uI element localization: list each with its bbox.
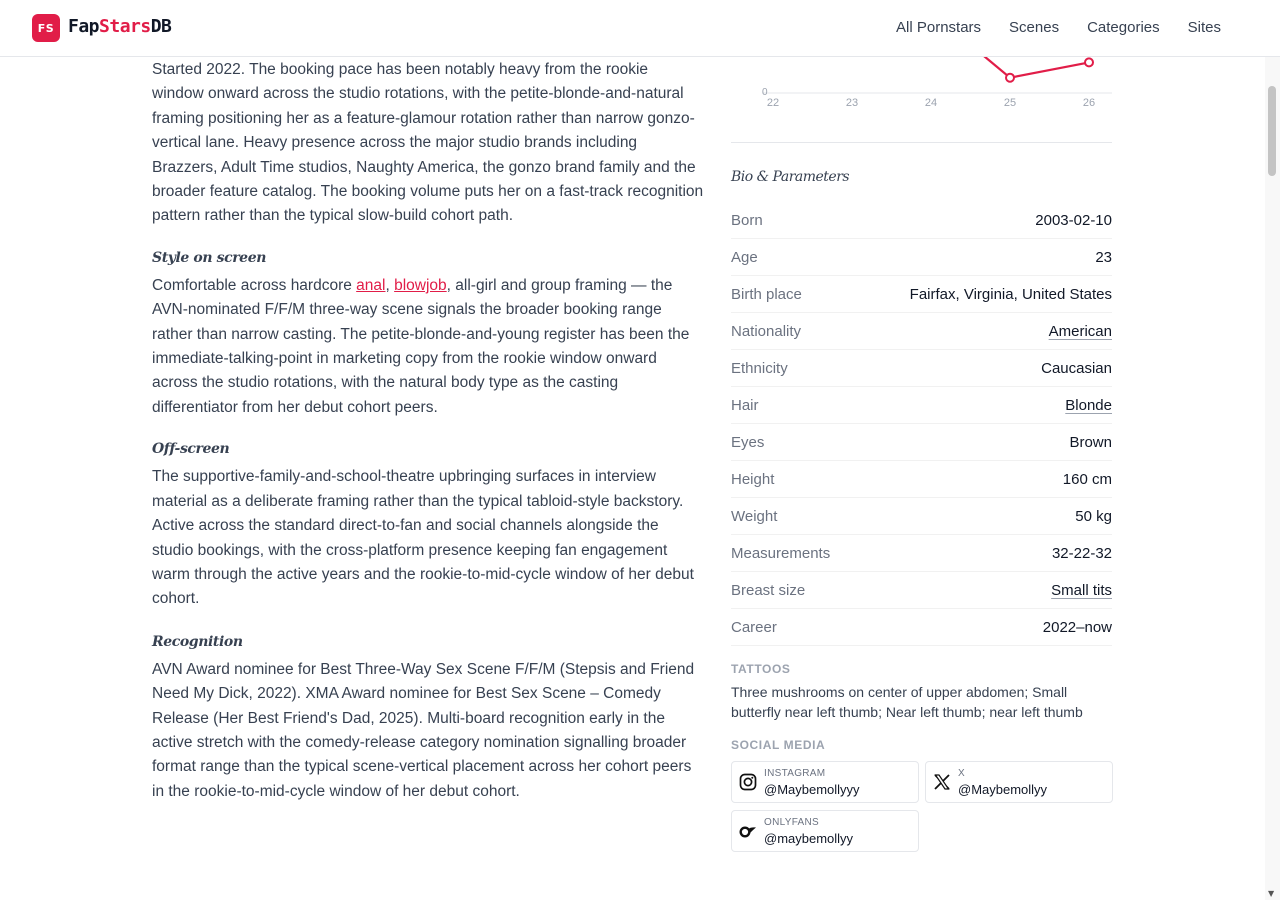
paragraph-text: , all-girl and group framing — the AVN-nominated F/F/M three-way scene signals the broader booking range rather than narrow casting. The petite-blonde-and-young register has been the immediate-talking-point in marketing copy from the rookie window onward across the studio rotations, with the natural body type as the casting differentiator from her debut cohort peers. [152, 276, 690, 416]
chart-divider [731, 142, 1112, 143]
bio-value: 23 [1095, 249, 1112, 266]
bio-value: 160 cm [1062, 471, 1112, 488]
bio-section-title: Bio & Parameters [731, 169, 850, 185]
bio-key: Born [731, 212, 763, 229]
heading-style-on-screen: Style on screen [152, 249, 266, 266]
social-handle: @Maybemollyy [958, 782, 1048, 797]
bio-value: Caucasian [1041, 360, 1112, 377]
main-nav [896, 19, 1221, 36]
bio-key: Height [731, 471, 775, 488]
bio-row-height [731, 461, 1112, 498]
logo-badge[interactable]: FS [32, 14, 60, 42]
bio-row-weight [731, 498, 1112, 535]
data-point [1006, 74, 1014, 82]
bio-row-measurements [731, 535, 1112, 572]
bio-row-eyes [731, 424, 1112, 461]
link-anal[interactable]: anal [356, 276, 386, 294]
logo-text-db: DB [150, 16, 172, 37]
social-platform-label: INSTAGRAM [764, 768, 826, 779]
bio-value: Fairfax, Virginia, United States [909, 286, 1112, 303]
bio-row-birth-place [731, 276, 1112, 313]
bio-key: Breast size [731, 582, 806, 599]
bio-value[interactable]: American [1048, 323, 1112, 340]
bio-row-age [731, 239, 1112, 276]
article-paragraph-off-screen: The supportive-family-and-school-theatre upbringing surfaces in interview material as a deliberate framing rather than the typical tabloid-style backstory. Active across the standard direct-to-fan and social channels alongside the studio bookings, with the cross-platform presence keeping fan engagement warm through the active years and the rookie-to-mid-cycle window of her debut cohort. [152, 468, 694, 608]
article-paragraph-recognition: AVN Award nominee for Best Three-Way Sex Scene F/F/M (Stepsis and Friend Need My Dick, 2022). XMA Award nominee for Best Sex Scene – Comedy Release (Her Best Friend's Dad, 2025). Multi-board recognition early in the active stretch with the comedy-release category nomination signalling broader format range than the typical scene-vertical placement across her cohort peers in the rookie-to-mid-cycle window of her debut cohort. [152, 660, 695, 800]
social-media-label: SOCIAL MEDIA [731, 738, 826, 752]
x-tick-label: 26 [1082, 97, 1096, 109]
social-platform-label: ONLYFANS [764, 817, 820, 828]
nav-categories[interactable]: Categories [1087, 19, 1160, 36]
tattoos-text: Three mushrooms on center of upper abdomen; Small butterfly near left thumb; Near left thumb; near left thumb [731, 684, 1083, 720]
nav-scenes[interactable]: Scenes [1009, 19, 1060, 36]
logo-text-stars: Stars [99, 16, 151, 37]
scroll-down-arrow-icon[interactable]: ▼ [1268, 889, 1275, 898]
bio-row-nationality [731, 313, 1112, 350]
y-tick-label: 0 [762, 87, 768, 98]
article-paragraph-intro: Started 2022. The booking pace has been notably heavy from the rookie window onward across the studio rotations, with the petite-blonde-and-natural framing positioning her as a feature-glamour rotation rather than narrow gonzo-vertical lane. Heavy presence across the major studio brands including Brazzers, Adult Time studios, Naughty America, the gonzo brand family and the broader feature catalog. The booking volume puts her on a fast-track recognition pattern rather than the typical slow-build cohort path. [152, 61, 704, 225]
social-card-onlyfans[interactable] [731, 810, 919, 852]
bio-row-ethnicity [731, 350, 1112, 387]
bio-value[interactable]: Blonde [1065, 397, 1112, 414]
scrollbar-thumb[interactable] [1268, 86, 1276, 176]
bio-key: Birth place [731, 286, 802, 303]
bio-row-born [731, 202, 1112, 239]
data-point [1085, 58, 1093, 66]
separator: , [385, 276, 395, 294]
social-card-instagram[interactable] [731, 761, 919, 803]
bio-key: Eyes [731, 434, 765, 451]
social-card-x[interactable] [925, 761, 1113, 803]
bio-value[interactable]: Small tits [1051, 582, 1112, 599]
x-tick-label: 23 [845, 97, 859, 109]
nav-sites[interactable]: Sites [1187, 19, 1221, 36]
bio-row-career [731, 609, 1112, 646]
link-blowjob[interactable]: blowjob [394, 276, 447, 294]
tattoos-label: TATTOOS [731, 662, 791, 676]
bio-key: Nationality [731, 323, 802, 340]
bio-value: Brown [1069, 434, 1112, 451]
social-platform-label: X [958, 768, 965, 779]
bio-row-hair [731, 387, 1112, 424]
x-tick-label: 25 [1003, 97, 1017, 109]
x-icon [933, 773, 951, 791]
bio-key: Weight [731, 508, 778, 525]
x-tick-label: 24 [924, 97, 938, 109]
heading-off-screen: Off-screen [152, 441, 230, 458]
social-handle: @maybemollyy [764, 831, 854, 846]
logo-text-fap: Fap [68, 16, 100, 37]
bio-key: Hair [731, 397, 759, 414]
heading-recognition: Recognition [152, 633, 243, 650]
series-line [984, 56, 1089, 78]
bio-key: Measurements [731, 545, 831, 562]
bio-value: 50 kg [1075, 508, 1112, 525]
bio-article [152, 57, 704, 804]
nav-all-pornstars[interactable]: All Pornstars [896, 19, 982, 36]
bio-row-breast-size [731, 572, 1112, 609]
bio-key: Age [731, 249, 758, 266]
page-scrollbar[interactable] [1265, 0, 1280, 900]
site-header [0, 0, 1280, 57]
bio-key: Career [731, 619, 777, 636]
paragraph-text: Comfortable across hardcore [152, 276, 357, 294]
x-tick-label: 22 [766, 97, 780, 109]
site-logo[interactable] [68, 16, 171, 37]
article-paragraph-style [152, 274, 704, 420]
bio-key: Ethnicity [731, 360, 788, 377]
bio-value: 2022–now [1042, 619, 1112, 636]
bio-value: 32-22-32 [1051, 545, 1112, 562]
social-handle: @Maybemollyyy [764, 782, 860, 797]
instagram-icon [739, 773, 757, 791]
bio-value: 2003-02-10 [1035, 212, 1112, 229]
onlyfans-icon [739, 822, 757, 840]
